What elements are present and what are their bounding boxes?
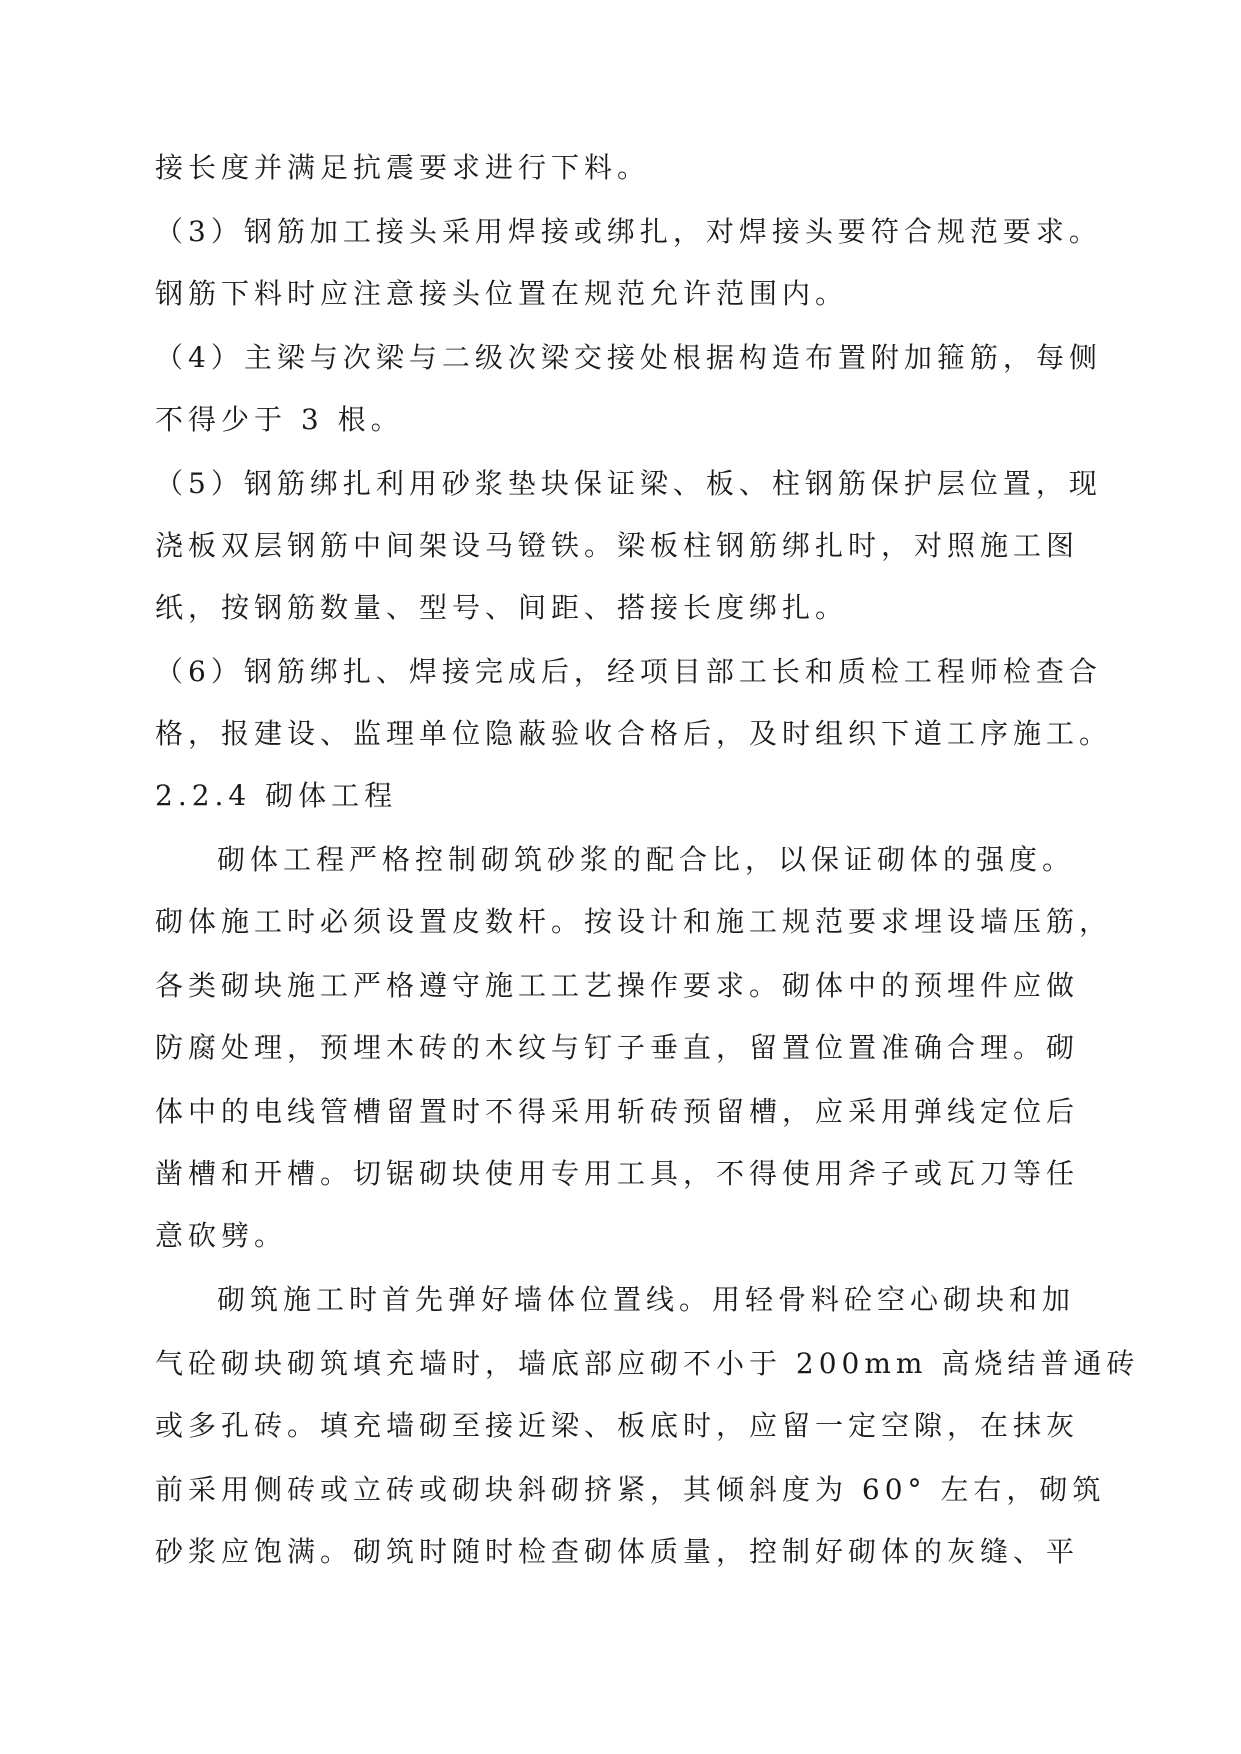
text-line: 各类砌块施工严格遵守施工工艺操作要求。砌体中的预埋件应做 xyxy=(155,969,1080,1002)
text-line: 纸，按钢筋数量、型号、间距、搭接长度绑扎。 xyxy=(155,591,849,624)
text-line: （5）钢筋绑扎利用砂浆垫块保证梁、板、柱钢筋保护层位置，现 xyxy=(155,467,1102,500)
text-line: 砌筑施工时首先弹好墙体位置线。用轻骨料砼空心砌块和加 xyxy=(217,1283,1076,1316)
section-heading: 2.2.4 砌体工程 xyxy=(155,779,398,812)
text-line: 防腐处理，预埋木砖的木纹与钉子垂直，留置位置准确合理。砌 xyxy=(155,1031,1080,1064)
text-line: （3）钢筋加工接头采用焊接或绑扎，对焊接头要符合规范要求。 xyxy=(155,215,1102,248)
text-line: 砌体施工时必须设置皮数杆。按设计和施工规范要求埋设墙压筋， xyxy=(155,905,1113,938)
text-line: 钢筋下料时应注意接头位置在规范允许范围内。 xyxy=(155,277,849,310)
text-line: 浇板双层钢筋中间架设马镫铁。梁板柱钢筋绑扎时，对照施工图 xyxy=(155,529,1080,562)
text-line: 体中的电线管槽留置时不得采用斩砖预留槽，应采用弹线定位后 xyxy=(155,1095,1080,1128)
text-line: 砌体工程严格控制砌筑砂浆的配合比，以保证砌体的强度。 xyxy=(217,843,1076,876)
text-line: 格，报建设、监理单位隐蔽验收合格后，及时组织下道工序施工。 xyxy=(155,717,1113,750)
text-line: 砂浆应饱满。砌筑时随时检查砌体质量，控制好砌体的灰缝、平 xyxy=(155,1535,1080,1568)
text-line: 意砍劈。 xyxy=(155,1219,288,1252)
text-line: 前采用侧砖或立砖或砌块斜砌挤紧，其倾斜度为 60° 左右，砌筑 xyxy=(155,1473,1106,1506)
text-line: 或多孔砖。填充墙砌至接近梁、板底时，应留一定空隙，在抹灰 xyxy=(155,1409,1080,1442)
text-line: 接长度并满足抗震要求进行下料。 xyxy=(155,151,651,184)
text-line: 不得少于 3 根。 xyxy=(155,403,404,436)
text-line: 凿槽和开槽。切锯砌块使用专用工具，不得使用斧子或瓦刀等任 xyxy=(155,1157,1080,1190)
text-line: （4）主梁与次梁与二级次梁交接处根据构造布置附加箍筋，每侧 xyxy=(155,341,1102,374)
text-line: 气砼砌块砌筑填充墙时，墙底部应砌不小于 200mm 高烧结普通砖 xyxy=(155,1347,1140,1380)
text-line: （6）钢筋绑扎、焊接完成后，经项目部工长和质检工程师检查合 xyxy=(155,655,1102,688)
